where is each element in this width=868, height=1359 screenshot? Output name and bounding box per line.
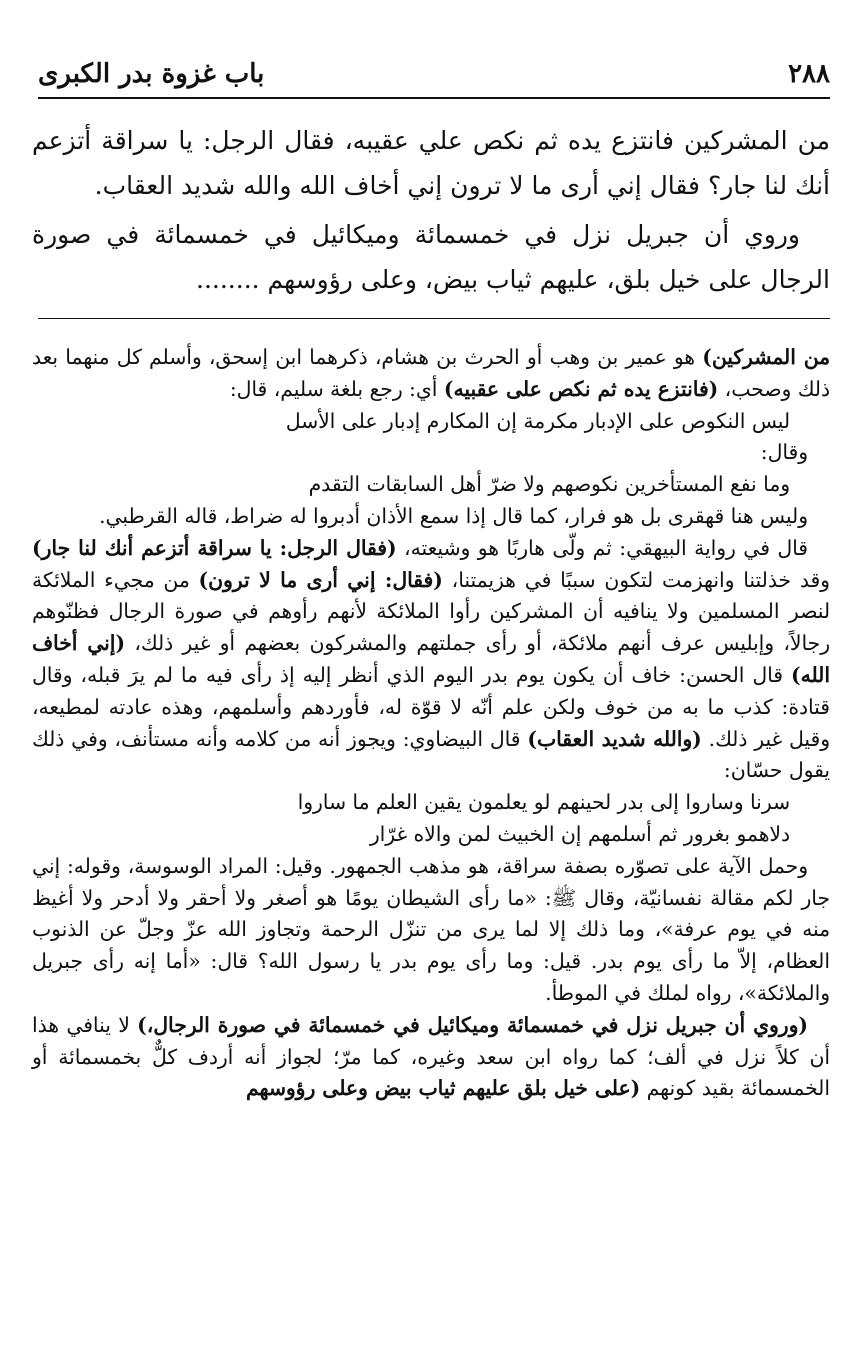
poetry-verse: ليس النكوص على الإدبار مكرمة إن المكارم إدبار على الأسل	[285, 408, 790, 433]
poetry-verse: وما نفع المستأخرين نكوصهم ولا ضرّ أهل السابقات التقدم	[308, 472, 790, 497]
commentary-text: لا ينافي هذا أن كلاً نزل في ألف؛ كما رواه ابن سعد وغيره، كما مرّ؛ لجواز أنه أردف كلٌّ بخمسمائة أو الخمسمائة بقيد كونهم	[32, 1012, 830, 1101]
verse-intro: وقال:	[760, 440, 808, 465]
main-text-paragraph: من المشركين فانتزع يده ثم نكص علي عقيبه، فقال الرجل: يا سراقة أتزعم أنك لنا جار؟ فقال إني أرى ما لا ترون إني أخاف الله والله شديد العقاب.	[32, 126, 830, 200]
poetry-verse: سرنا وساروا إلى بدر لحينهم لو يعلمون يقين العلم ما ساروا	[297, 790, 790, 815]
commentary-paragraph	[32, 342, 830, 406]
commentary-lemma: (فانتزع يده ثم نكص على عقبيه)	[443, 376, 719, 401]
poetry-verse: دلاهمو بغرور ثم أسلمهم إن الخبيث لمن والاه غرّار	[369, 821, 790, 846]
main-text	[32, 118, 830, 302]
commentary-paragraph	[32, 533, 830, 787]
commentary-lemma: من المشركين)	[702, 345, 831, 369]
commentary-paragraph	[32, 1010, 830, 1105]
commentary-lemma: (على خيل بلق عليهم ثياب بيض وعلى رؤوسهم	[246, 1076, 641, 1101]
commentary-lemma: (إني أخاف الله)	[32, 631, 830, 687]
commentary-lemma: (والله شديد العقاب)	[527, 726, 702, 751]
commentary	[32, 342, 830, 1105]
commentary-text: قال الحسن: خاف أن يكون يوم بدر اليوم الذي أنظر إليه إذ رأى فيه ما لم يرَ قبله، وقال قتادة: كذب ما به من خوف ولكن علم أنّه لا قوّة له، فأوردهم وأسلمهم، وهذه عادته لمطيعه، وقيل غير ذلك.	[32, 662, 830, 751]
page-number: ٢٨٨	[788, 59, 830, 89]
commentary-divider	[38, 318, 830, 319]
page-header	[38, 54, 830, 94]
commentary-text: أي: رجع بلغة سليم، قال:	[229, 376, 444, 401]
commentary-lemma: (فقال الرجل: يا سراقة أتزعم أنك لنا جار)	[32, 535, 397, 560]
chapter-title: باب غزوة بدر الكبرى	[38, 59, 265, 89]
header-divider	[38, 97, 830, 99]
commentary-lemma: (وروي أن جبريل نزل في خمسمائة وميكائيل في خمسمائة في صورة الرجال،)	[137, 1012, 808, 1037]
commentary-lemma: (فقال: إني أرى ما لا ترون)	[198, 567, 443, 592]
commentary-paragraph: وليس هنا قهقرى بل هو فرار، كما قال إذا سمع الأذان أدبروا له ضراط، قاله القرطبي.	[99, 503, 808, 528]
main-text-paragraph: وروي أن جبريل نزل في خمسمائة وميكائيل في خمسمائة في صورة الرجال على خيل بلق، عليهم ثياب بيض، وعلى رؤوسهم ........	[32, 220, 830, 294]
commentary-text: وقد خذلتنا وانهزمت لتكون سببًا في هزيمتنا،	[442, 567, 830, 592]
commentary-text: من مجيء الملائكة لنصر المسلمين ولا ينافيه أن المشركين رأوا الملائكة لأنهم رأوهم في صورة الرجال فظنّوهم رجالاً، وإبليس عرف أنهم ملائكة، أو رأى جملتهم والمشركون بعضهم أو غير ذلك،	[32, 567, 830, 656]
commentary-text: قال في رواية البيهقي: ثم ولّى هاربًا هو وشيعته،	[396, 535, 808, 560]
commentary-text: قال البيضاوي: ويجوز أنه من كلامه وأنه مستأنف، وفي ذلك يقول حسّان:	[32, 726, 830, 783]
commentary-paragraph: وحمل الآية على تصوّره بصفة سراقة، هو مذهب الجمهور. وقيل: المراد الوسوسة، وقوله: إني جار لكم مقالة نفسانيّة، وقال ﷺ: «ما رأى الشيطان يومًا هو أصغر ولا أحقر ولا أدحر ولا أغيظ منه في يوم عرفة»، وما ذلك إلا لما يرى من تنزّل الرحمة وتجاوز الله عزّ وجلّ عن الذنوب العظام، إلاّ ما رأى يوم بدر. قيل: وما رأى يوم بدر يا رسول الله؟ قال: «أما إنه رأى جبريل والملائكة»، رواه لملك في الموطأ.	[32, 853, 830, 1005]
commentary-text: هو عمير بن وهب أو الحرث بن هشام، ذكرهما ابن إسحق، وأسلم كل منهما بعد ذلك وصحب،	[32, 345, 830, 401]
